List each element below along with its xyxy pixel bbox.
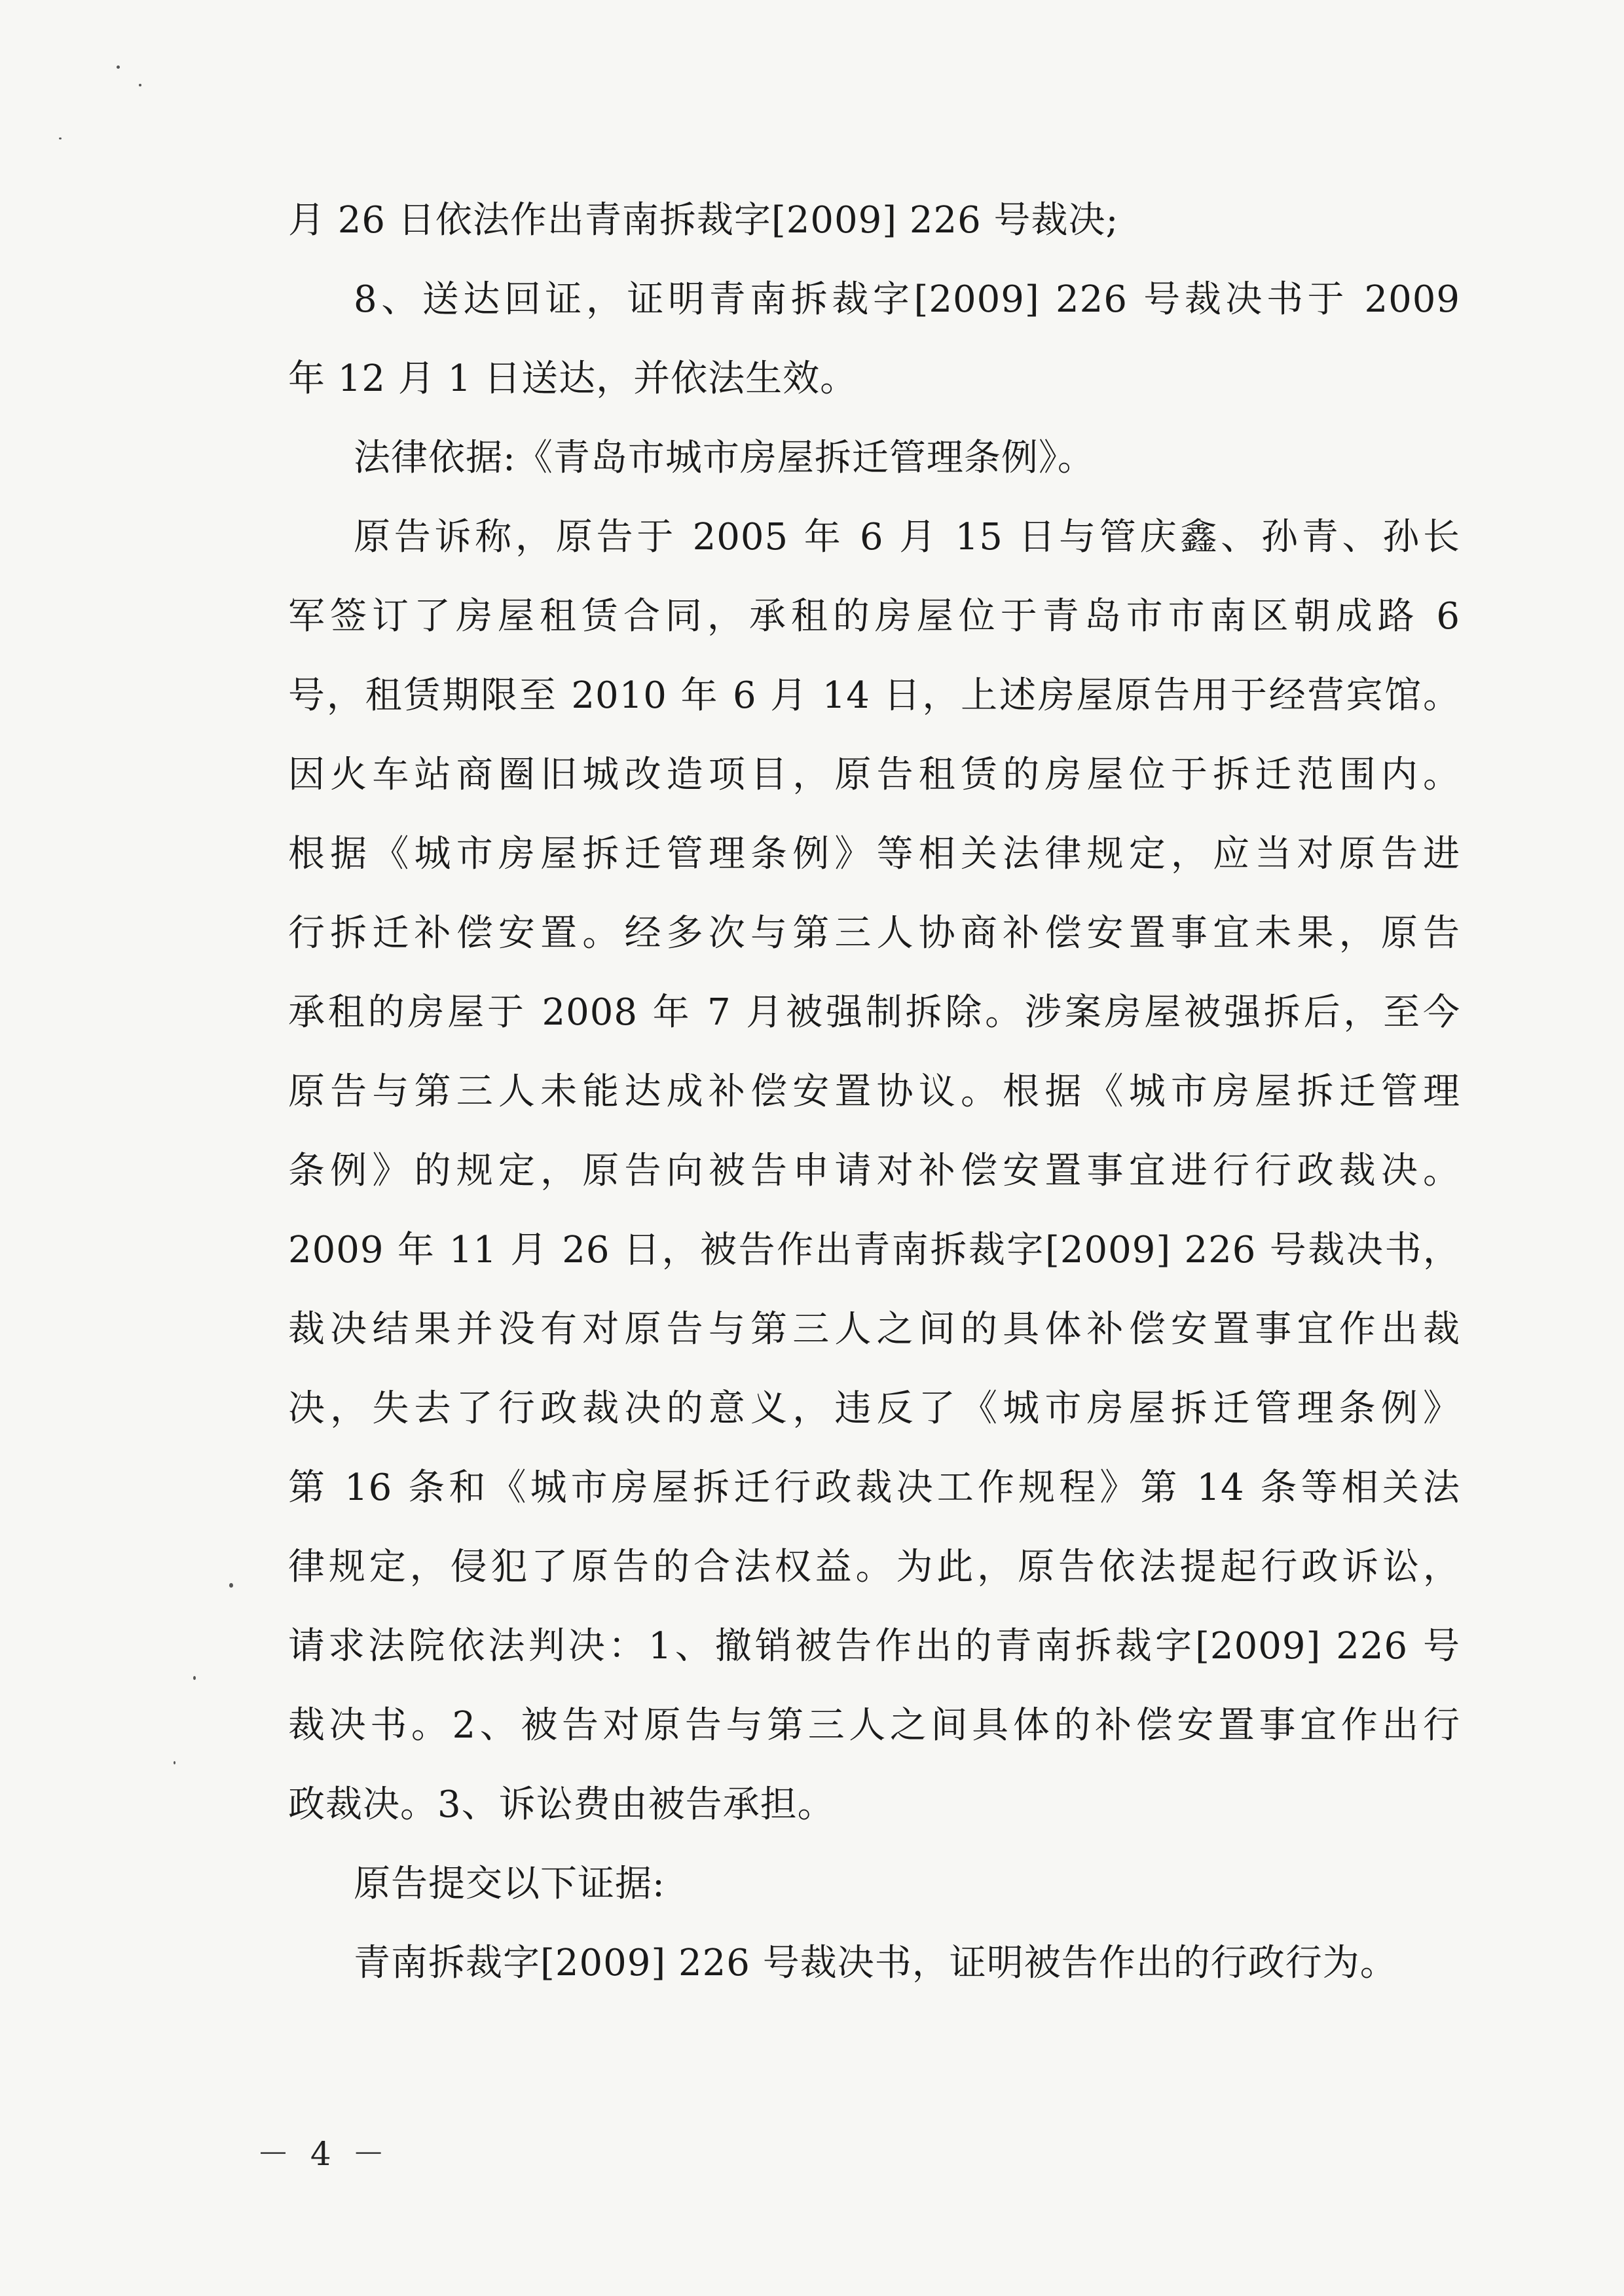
paragraph-line: 因火车站商圈旧城改造项目，原告租赁的房屋位于拆迁范围内。	[288, 754, 1460, 796]
scan-speck	[117, 65, 120, 69]
paragraph	[288, 1844, 1460, 1923]
paragraph-line: 军签订了房屋租赁合同，承租的房屋位于青岛市市南区朝成路 6	[288, 595, 1460, 638]
paragraph-line: 裁决书。2、被告对原告与第三人之间具体的补偿安置事宜作出行	[288, 1704, 1460, 1747]
paragraph-line: 第 16 条和《城市房屋拆迁行政裁决工作规程》第 14 条等相关法	[288, 1467, 1460, 1509]
paragraph-line: 请求法院依法判决：1、撤销被告作出的青南拆裁字[2009] 226 号	[288, 1625, 1460, 1667]
paragraph-line: 承租的房屋于 2008 年 7 月被强制拆除。涉案房屋被强拆后，至今	[288, 991, 1460, 1034]
scan-speck	[59, 137, 62, 139]
paragraph-line: 青南拆裁字[2009] 226 号裁决书，证明被告作出的行政行为。	[354, 1942, 1397, 1984]
scan-speck	[193, 1676, 196, 1680]
document-body	[288, 181, 1460, 2003]
paragraph	[288, 181, 1460, 260]
paragraph-line: 行拆迁补偿安置。经多次与第三人协商补偿安置事宜未果，原告	[288, 912, 1460, 955]
scan-speck	[229, 1583, 233, 1588]
paragraph-line: 律规定，侵犯了原告的合法权益。为此，原告依法提起行政诉讼，	[288, 1546, 1460, 1588]
paragraph	[288, 418, 1460, 498]
paragraph-line: 2009 年 11 月 26 日，被告作出青南拆裁字[2009] 226 号裁决书，	[288, 1229, 1460, 1271]
paragraph-line: 年 12 月 1 日送达，并依法生效。	[288, 357, 858, 400]
paragraph-line: 原告与第三人未能达成补偿安置协议。根据《城市房屋拆迁管理	[288, 1070, 1460, 1113]
paragraph-line: 号，租赁期限至 2010 年 6 月 14 日，上述房屋原告用于经营宾馆。	[288, 674, 1460, 717]
paragraph	[288, 1923, 1460, 2003]
paragraph-line: 裁决结果并没有对原告与第三人之间的具体补偿安置事宜作出裁	[288, 1308, 1460, 1351]
paragraph-line: 政裁决。3、诉讼费由被告承担。	[288, 1783, 835, 1826]
paragraph-line: 法律依据:《青岛市城市房屋拆迁管理条例》。	[354, 437, 1095, 479]
paragraph-line: 条例》的规定，原告向被告申请对补偿安置事宜进行行政裁决。	[288, 1150, 1460, 1192]
paragraph-line: 原告提交以下证据:	[354, 1863, 665, 1905]
paragraph	[288, 260, 1460, 418]
paragraph-line: 月 26 日依法作出青南拆裁字[2009] 226 号裁决;	[288, 199, 1119, 242]
paragraph-line: 决，失去了行政裁决的意义，违反了《城市房屋拆迁管理条例》	[288, 1387, 1460, 1430]
page-number: － 4 －	[257, 2135, 390, 2173]
paragraph	[288, 498, 1460, 1844]
paragraph-line: 根据《城市房屋拆迁管理条例》等相关法律规定，应当对原告进	[288, 833, 1460, 875]
paragraph-line: 8、送达回证，证明青南拆裁字[2009] 226 号裁决书于 2009	[354, 278, 1460, 321]
scan-speck	[174, 1761, 175, 1764]
paragraph-line: 原告诉称，原告于 2005 年 6 月 15 日与管庆鑫、孙青、孙长	[354, 516, 1460, 558]
scan-speck	[139, 84, 141, 86]
